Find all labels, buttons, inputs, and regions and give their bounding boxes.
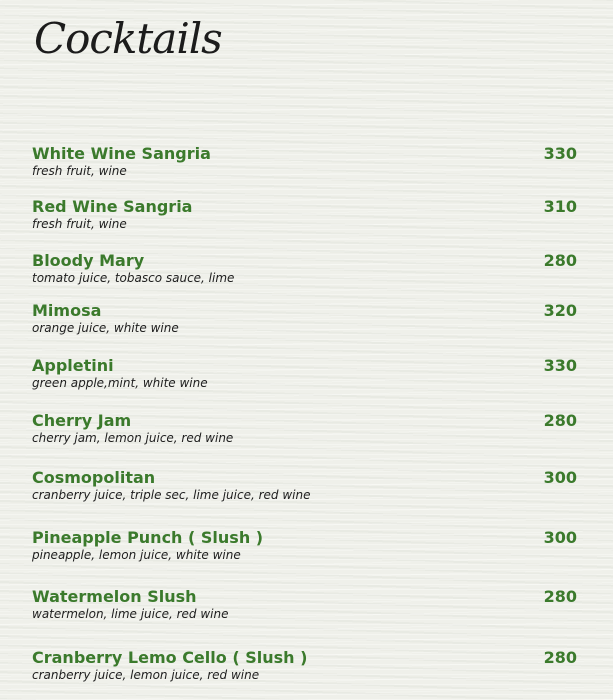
menu-item — [32, 411, 577, 451]
item-price: 280 — [543, 648, 577, 667]
item-price: 280 — [543, 411, 577, 430]
menu-item — [32, 144, 577, 184]
menu-item — [32, 528, 577, 568]
menu-item — [32, 197, 577, 237]
item-name: Bloody Mary — [32, 251, 145, 270]
menu-item — [32, 587, 577, 627]
item-price: 330 — [543, 356, 577, 375]
menu-item — [32, 356, 577, 396]
item-name: Cranberry Lemo Cello ( Slush ) — [32, 648, 308, 667]
item-description: orange juice, white wine — [32, 321, 179, 335]
item-price: 280 — [543, 251, 577, 270]
item-description: cherry jam, lemon juice, red wine — [32, 431, 234, 445]
item-name: Mimosa — [32, 301, 102, 320]
item-description: cranberry juice, lemon juice, red wine — [32, 668, 260, 682]
menu-item — [32, 301, 577, 341]
menu-item — [32, 251, 577, 291]
item-price: 300 — [543, 528, 577, 547]
item-description: cranberry juice, triple sec, lime juice, red wine — [32, 488, 311, 502]
item-price: 320 — [543, 301, 577, 320]
item-price: 300 — [543, 468, 577, 487]
menu-title: Cocktails — [34, 14, 222, 63]
item-name: Red Wine Sangria — [32, 197, 193, 216]
item-description: fresh fruit, wine — [32, 217, 127, 231]
item-description: fresh fruit, wine — [32, 164, 127, 178]
item-name: Appletini — [32, 356, 114, 375]
item-description: tomato juice, tobasco sauce, lime — [32, 271, 235, 285]
item-name: White Wine Sangria — [32, 144, 211, 163]
item-name: Watermelon Slush — [32, 587, 197, 606]
item-price: 310 — [543, 197, 577, 216]
item-name: Cosmopolitan — [32, 468, 156, 487]
item-price: 330 — [543, 144, 577, 163]
menu-item — [32, 468, 577, 508]
item-description: pineapple, lemon juice, white wine — [32, 548, 241, 562]
item-description: green apple,mint, white wine — [32, 376, 208, 390]
item-description: watermelon, lime juice, red wine — [32, 607, 229, 621]
menu-item — [32, 648, 577, 688]
item-price: 280 — [543, 587, 577, 606]
item-name: Cherry Jam — [32, 411, 132, 430]
item-name: Pineapple Punch ( Slush ) — [32, 528, 264, 547]
